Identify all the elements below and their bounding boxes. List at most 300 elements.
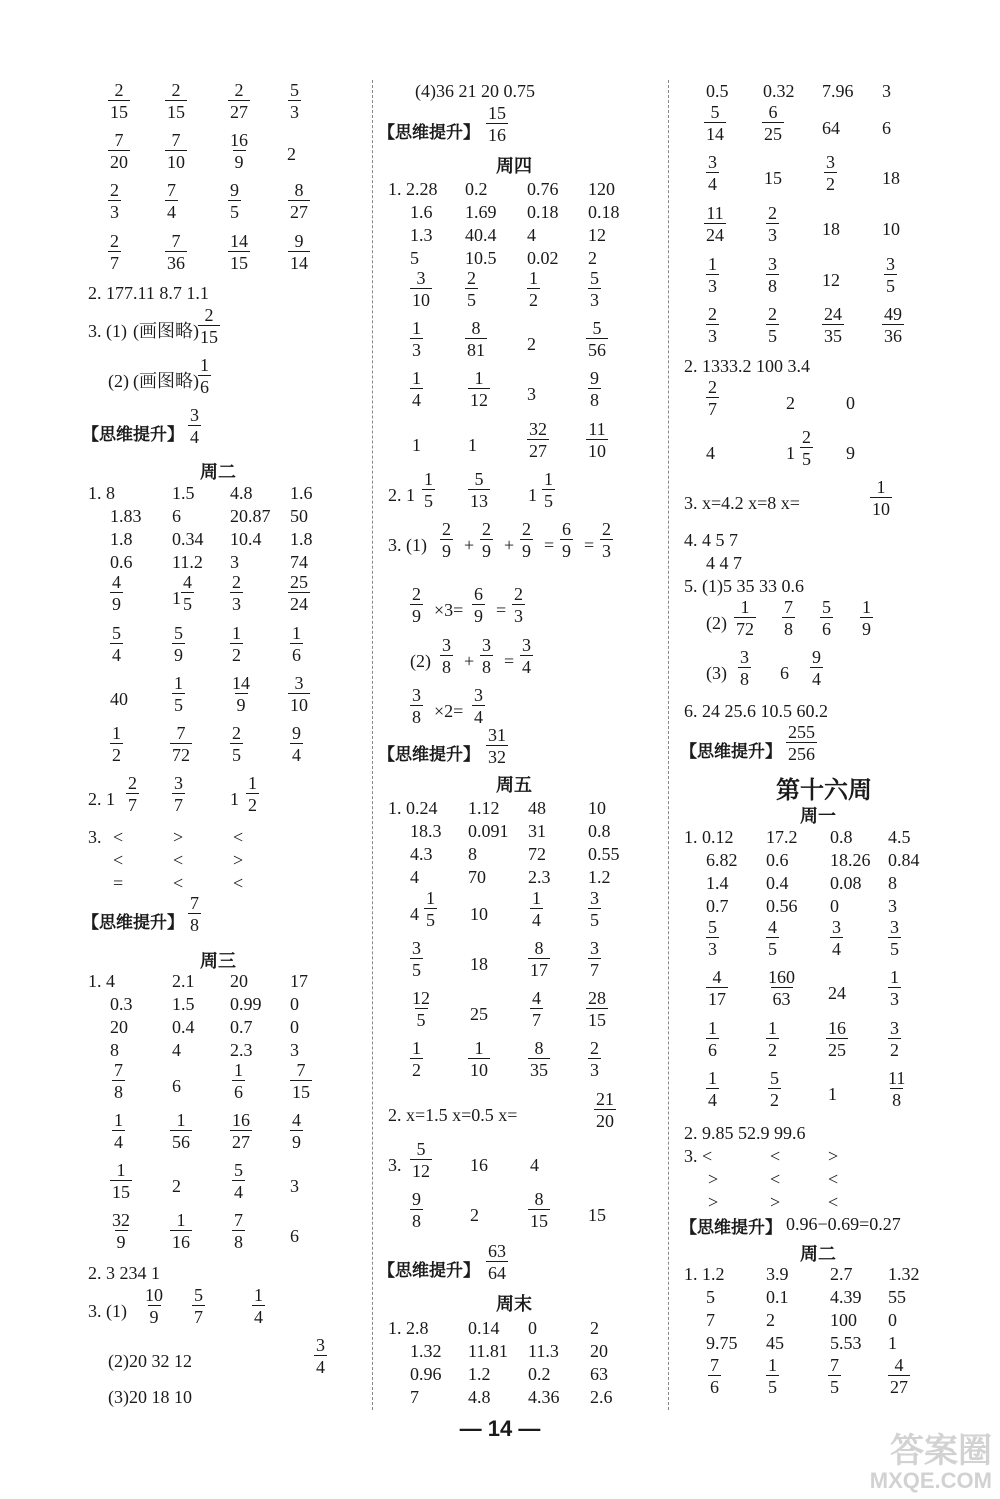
numerator: 1 <box>176 1110 186 1130</box>
answer-value: 1.2 <box>468 1364 491 1384</box>
answer-value: 0.8 <box>588 821 611 841</box>
answer-value: 4 <box>172 1040 181 1060</box>
denominator: 36 <box>167 253 185 273</box>
answer-value: 48 <box>528 798 546 818</box>
denominator: 8 <box>590 390 599 410</box>
denominator: 6 <box>292 645 301 665</box>
answer-value: 1.69 <box>465 202 497 222</box>
denominator: 9 <box>292 1132 301 1152</box>
denominator: 4 <box>832 939 841 959</box>
answer-value: 15 <box>588 1205 606 1225</box>
answer-value: 0.7 <box>706 896 729 916</box>
fraction <box>290 623 303 665</box>
heading-week16: 第十六周 <box>776 775 872 804</box>
denominator: 9 <box>234 152 244 172</box>
heading-zhou2: 周二 <box>200 462 236 483</box>
denominator: 10 <box>412 290 430 310</box>
answer-value: 72 <box>528 844 546 864</box>
denominator: 5 <box>230 202 239 222</box>
numerator: 3 <box>442 635 451 655</box>
fraction <box>588 938 601 980</box>
fraction <box>704 102 726 144</box>
fraction <box>290 723 303 765</box>
answer-value: 16 <box>470 1155 488 1175</box>
answer-value: 5 <box>410 248 419 268</box>
fraction <box>766 304 779 346</box>
fraction <box>888 967 901 1009</box>
denominator: 6 <box>822 619 831 639</box>
answer-value: 6.82 <box>706 850 738 870</box>
denominator: 16 <box>172 1232 190 1252</box>
numerator: 3 <box>826 152 835 172</box>
denominator: 12 <box>470 390 488 410</box>
answer-value: 1.4 <box>706 873 729 893</box>
numerator: 1 <box>232 623 241 643</box>
numerator: 3 <box>416 268 426 288</box>
fraction <box>888 1355 910 1397</box>
numerator: 2 <box>442 519 451 539</box>
answer-value: 4.36 <box>528 1387 560 1407</box>
numerator: 3 <box>708 152 717 172</box>
numerator: 3 <box>740 647 749 667</box>
answer-value: 0.02 <box>527 248 559 268</box>
fraction <box>188 893 201 935</box>
comparison-sign: < <box>173 873 184 893</box>
comparison-sign: < <box>828 1169 839 1189</box>
fraction <box>126 773 139 815</box>
fraction <box>708 1355 721 1397</box>
fraction <box>766 917 779 959</box>
fraction <box>290 1060 312 1102</box>
answer-value: 0.76 <box>527 179 559 199</box>
fraction <box>472 584 485 626</box>
answer-value: 0.4 <box>766 873 789 893</box>
numerator: 1 <box>768 1018 777 1038</box>
fraction <box>480 635 493 677</box>
fraction <box>410 584 423 626</box>
answer-value: 2.7 <box>830 1264 853 1284</box>
numerator: 5 <box>708 917 717 937</box>
fraction <box>232 1160 245 1202</box>
answer-value: 1. 2.28 <box>388 179 438 199</box>
answer-value: 17 <box>290 971 308 991</box>
denominator: 5 <box>416 1010 426 1030</box>
answer-value: 2 <box>786 393 795 413</box>
question-2: 2. 1 <box>388 485 415 505</box>
denominator: 9 <box>116 1232 126 1252</box>
numerator: 1 <box>876 477 886 497</box>
answer-value: 5.53 <box>830 1333 862 1353</box>
denominator: 2 <box>768 1040 777 1060</box>
fraction <box>110 572 123 614</box>
answer-value: 1. 2.8 <box>388 1318 429 1338</box>
denominator: 5 <box>590 910 599 930</box>
numerator: 5 <box>592 318 602 338</box>
answer-value: 1. 1.2 <box>684 1264 725 1284</box>
denominator: 7 <box>174 795 183 815</box>
denominator: 32 <box>488 747 506 767</box>
fraction <box>588 268 601 310</box>
answer-value: 2.3 <box>230 1040 253 1060</box>
denominator: 3 <box>708 326 717 346</box>
numerator: 4 <box>712 967 722 987</box>
fraction <box>440 635 453 677</box>
numerator: 3 <box>768 254 777 274</box>
fraction <box>706 304 719 346</box>
answer-value: 1.2 <box>588 867 611 887</box>
fraction <box>530 888 543 930</box>
question-5-3: (3) <box>706 663 727 683</box>
numerator: 7 <box>171 231 181 251</box>
denominator: 9 <box>149 1307 159 1327</box>
answer-value: 0.1 <box>766 1287 789 1307</box>
numerator: 2 <box>232 572 241 592</box>
fraction <box>230 723 243 765</box>
question-5-1: 5. (1)5 35 33 0.6 <box>684 576 804 596</box>
fraction <box>112 1110 125 1152</box>
denominator: 35 <box>824 326 842 346</box>
fraction <box>520 519 533 561</box>
comparison-sign: < <box>770 1146 781 1166</box>
denominator: 27 <box>290 202 308 222</box>
fraction <box>824 152 837 194</box>
fraction <box>704 203 726 245</box>
denominator: 15 <box>167 102 185 122</box>
numerator: 25 <box>290 572 308 592</box>
denominator: 3 <box>890 989 899 1009</box>
numerator: 3 <box>890 1018 899 1038</box>
denominator: 72 <box>736 619 754 639</box>
fraction <box>108 130 130 172</box>
answer-value: 7 <box>706 1310 715 1330</box>
fraction <box>288 231 310 273</box>
fraction <box>830 917 843 959</box>
numerator: 2 <box>171 80 181 100</box>
denominator: 10 <box>167 152 185 172</box>
numerator: 63 <box>488 1241 506 1261</box>
fraction <box>465 268 478 310</box>
numerator: 2 <box>110 231 119 251</box>
watermark-url: MXQE.COM <box>869 1468 992 1493</box>
comparison-sign: < <box>113 850 124 870</box>
denominator: 5 <box>174 695 183 715</box>
fraction <box>527 419 549 461</box>
numerator: 6 <box>768 102 778 122</box>
answer-value: 0.84 <box>888 850 920 870</box>
answer-value: 9 <box>846 443 855 463</box>
fraction <box>314 1335 327 1377</box>
denominator: 15 <box>292 1082 310 1102</box>
fraction <box>528 938 550 980</box>
question-2: 2. 177.11 8.7 1.1 <box>88 283 209 303</box>
numerator: 2 <box>590 1038 599 1058</box>
answer-value: 6 <box>172 506 181 526</box>
numerator: 32 <box>112 1210 130 1230</box>
denominator: 4 <box>254 1307 263 1327</box>
answer-value: 2 <box>527 334 536 354</box>
answer-value: 1.8 <box>290 529 313 549</box>
fraction <box>762 102 784 144</box>
denominator: 6 <box>708 1040 717 1060</box>
answer-value: 0.4 <box>172 1017 195 1037</box>
numerator: 7 <box>830 1355 839 1375</box>
numerator: 160 <box>768 967 795 987</box>
fraction <box>512 584 525 626</box>
answer-value: 1 <box>230 789 239 809</box>
numerator: 1 <box>426 888 435 908</box>
denominator: 4 <box>112 645 121 665</box>
denominator: 15 <box>112 1182 130 1202</box>
answer-value: 2 <box>588 248 597 268</box>
numerator: 21 <box>596 1089 614 1109</box>
answer-value: 10.4 <box>230 529 262 549</box>
operator: + <box>504 535 515 555</box>
fraction <box>465 318 487 360</box>
denominator: 13 <box>470 491 488 511</box>
denominator: 3 <box>708 939 717 959</box>
denominator: 35 <box>530 1060 548 1080</box>
operator: + <box>464 535 475 555</box>
fraction <box>165 130 187 172</box>
answer-value: 6 <box>172 1076 181 1096</box>
denominator: 9 <box>522 541 531 561</box>
numerator: 1 <box>412 1038 421 1058</box>
answer-value: 1.32 <box>410 1341 442 1361</box>
numerator: 1 <box>708 1018 717 1038</box>
fraction <box>468 368 490 410</box>
numerator: 32 <box>529 419 547 439</box>
comparison-sign: > <box>173 827 184 847</box>
question-3-2: (2)20 32 12 <box>108 1351 192 1371</box>
answer-value: 100 <box>830 1310 857 1330</box>
fraction <box>786 722 817 764</box>
fraction <box>600 519 613 561</box>
fraction <box>230 1110 252 1152</box>
operator: = <box>496 600 507 620</box>
numerator: 4 <box>292 1110 301 1130</box>
answer-value: 2 <box>470 1205 479 1225</box>
numerator: 7 <box>176 723 186 743</box>
comparison-sign: = <box>113 873 124 893</box>
answer-value: 1.6 <box>290 483 313 503</box>
answer-value: 4 <box>410 867 419 887</box>
fraction <box>706 1068 719 1110</box>
denominator: 2 <box>112 745 121 765</box>
numerator: 2 <box>802 427 811 447</box>
fraction <box>480 519 493 561</box>
question-3-1: 3. (1) <box>88 321 127 341</box>
answer-value: 18 <box>822 219 840 239</box>
numerator: 5 <box>770 1068 779 1088</box>
numerator: 14 <box>232 673 250 693</box>
question-4: (4)36 21 20 0.75 <box>415 81 535 101</box>
answer-value: 1 <box>172 588 181 608</box>
denominator: 15 <box>588 1010 606 1030</box>
denominator: 8 <box>892 1090 902 1110</box>
denominator: 4 <box>412 390 421 410</box>
fraction <box>410 938 423 980</box>
fraction <box>108 231 121 273</box>
fraction <box>170 723 192 765</box>
numerator: 3 <box>190 405 199 425</box>
fraction <box>706 967 728 1009</box>
answer-value: 1 <box>786 443 795 463</box>
denominator: 4 <box>522 657 531 677</box>
fraction <box>228 231 250 273</box>
question-3: 3. <box>388 1155 402 1175</box>
answer-value: 7 <box>410 1387 419 1407</box>
denominator: 2 <box>412 1060 421 1080</box>
numerator: 4 <box>768 917 777 937</box>
fraction <box>410 685 423 727</box>
answer-value: 2.6 <box>590 1387 613 1407</box>
fraction <box>288 572 310 614</box>
denominator: 7 <box>590 960 599 980</box>
numerator: 3 <box>174 773 183 793</box>
answer-value: 12 <box>588 225 606 245</box>
numerator: 1 <box>544 469 553 489</box>
numerator: 16 <box>230 130 248 150</box>
answer-value: 45 <box>766 1333 784 1353</box>
numerator: 2 <box>708 304 717 324</box>
answer-value: 20.87 <box>230 506 271 526</box>
answer-value: 3.9 <box>766 1264 789 1284</box>
denominator: 10 <box>290 695 308 715</box>
fraction <box>112 1060 125 1102</box>
numerator: 9 <box>590 368 599 388</box>
denominator: 3 <box>412 340 421 360</box>
answer-value: 40.4 <box>465 225 497 245</box>
numerator: 16 <box>828 1018 846 1038</box>
fraction <box>782 597 795 639</box>
comparison-sign: < <box>173 850 184 870</box>
fraction <box>586 318 608 360</box>
fraction <box>170 1210 192 1252</box>
fraction <box>588 888 601 930</box>
numerator: 1 <box>890 967 899 987</box>
denominator: 4 <box>532 910 541 930</box>
comparison-sign: < <box>828 1192 839 1212</box>
denominator: 3 <box>602 541 611 561</box>
comparison-sign: > <box>708 1192 719 1212</box>
numerator: 14 <box>230 231 248 251</box>
numerator: 1 <box>292 623 301 643</box>
question-3-2: (2) <box>108 371 129 391</box>
numerator: 7 <box>234 1210 243 1230</box>
answer-value: 4.39 <box>830 1287 862 1307</box>
fraction <box>422 469 435 511</box>
answer-value: 2 <box>287 144 296 164</box>
answer-value: 0.14 <box>468 1318 500 1338</box>
comparison-sign: < <box>770 1169 781 1189</box>
numerator: 2 <box>412 584 421 604</box>
denominator: 9 <box>562 541 571 561</box>
numerator: 1 <box>708 254 717 274</box>
numerator: 8 <box>534 1189 544 1209</box>
denominator: 7 <box>128 795 137 815</box>
numerator: 2 <box>114 80 124 100</box>
numerator: 2 <box>232 723 241 743</box>
fraction <box>766 1018 779 1060</box>
answer-value: 10 <box>882 219 900 239</box>
numerator: 7 <box>114 130 124 150</box>
denominator: 8 <box>740 669 749 689</box>
answer-value: 11.2 <box>172 552 203 572</box>
denominator: 3 <box>110 202 119 222</box>
denominator: 2 <box>770 1090 779 1110</box>
denominator: 9 <box>174 645 183 665</box>
answer-value: 0.99 <box>230 994 262 1014</box>
fraction <box>230 623 243 665</box>
fraction <box>800 427 813 469</box>
numerator: 1 <box>116 1160 126 1180</box>
column-divider-right <box>668 80 669 1410</box>
denominator: 4 <box>190 427 199 447</box>
denominator: 27 <box>230 102 248 122</box>
answer-value: 0.96 <box>410 1364 442 1384</box>
denominator: 9 <box>474 606 483 626</box>
answer-value: 0.8 <box>830 827 853 847</box>
fraction <box>288 180 310 222</box>
answer-value: 2 <box>172 1176 181 1196</box>
numerator: 8 <box>534 1038 544 1058</box>
denominator: 2 <box>826 174 835 194</box>
numerator: 2 <box>234 80 244 100</box>
denominator: 8 <box>234 1232 243 1252</box>
answer-value: 3 <box>290 1040 299 1060</box>
numerator: 1 <box>529 268 538 288</box>
operator: + <box>464 651 475 671</box>
numerator: 1 <box>112 723 121 743</box>
denominator: 24 <box>290 594 308 614</box>
page-number: — 14 — <box>459 1416 541 1441</box>
denominator: 6 <box>710 1377 719 1397</box>
answer-value: 4 <box>410 904 419 924</box>
numerator: 3 <box>412 938 421 958</box>
fraction <box>766 203 779 245</box>
denominator: 8 <box>190 915 199 935</box>
answer-value: 11.3 <box>528 1341 559 1361</box>
denominator: 17 <box>530 960 548 980</box>
watermark <box>870 1433 992 1493</box>
numerator: 1 <box>234 1060 243 1080</box>
numerator: 9 <box>230 180 239 200</box>
fraction <box>486 103 508 145</box>
question-3-2: (2) <box>410 651 431 671</box>
fraction <box>424 888 437 930</box>
siwei-label: 【思维提升】 <box>680 1218 782 1238</box>
denominator: 3 <box>514 606 523 626</box>
denominator: 15 <box>230 253 248 273</box>
numerator: 3 <box>482 635 491 655</box>
fraction <box>766 254 779 296</box>
fraction <box>230 673 252 715</box>
numerator: 8 <box>534 938 544 958</box>
denominator: 8 <box>412 1211 421 1231</box>
denominator: 5 <box>890 939 899 959</box>
numerator: 1 <box>412 368 421 388</box>
fraction <box>228 180 241 222</box>
fraction <box>734 597 756 639</box>
fraction <box>520 635 533 677</box>
question-3: 3. <box>88 827 102 847</box>
answer-value: 8 <box>888 873 897 893</box>
fraction <box>472 685 485 727</box>
answer-value: 18.26 <box>830 850 871 870</box>
answer-value: 0 <box>888 1310 897 1330</box>
fraction <box>822 304 844 346</box>
denominator: 36 <box>884 326 902 346</box>
